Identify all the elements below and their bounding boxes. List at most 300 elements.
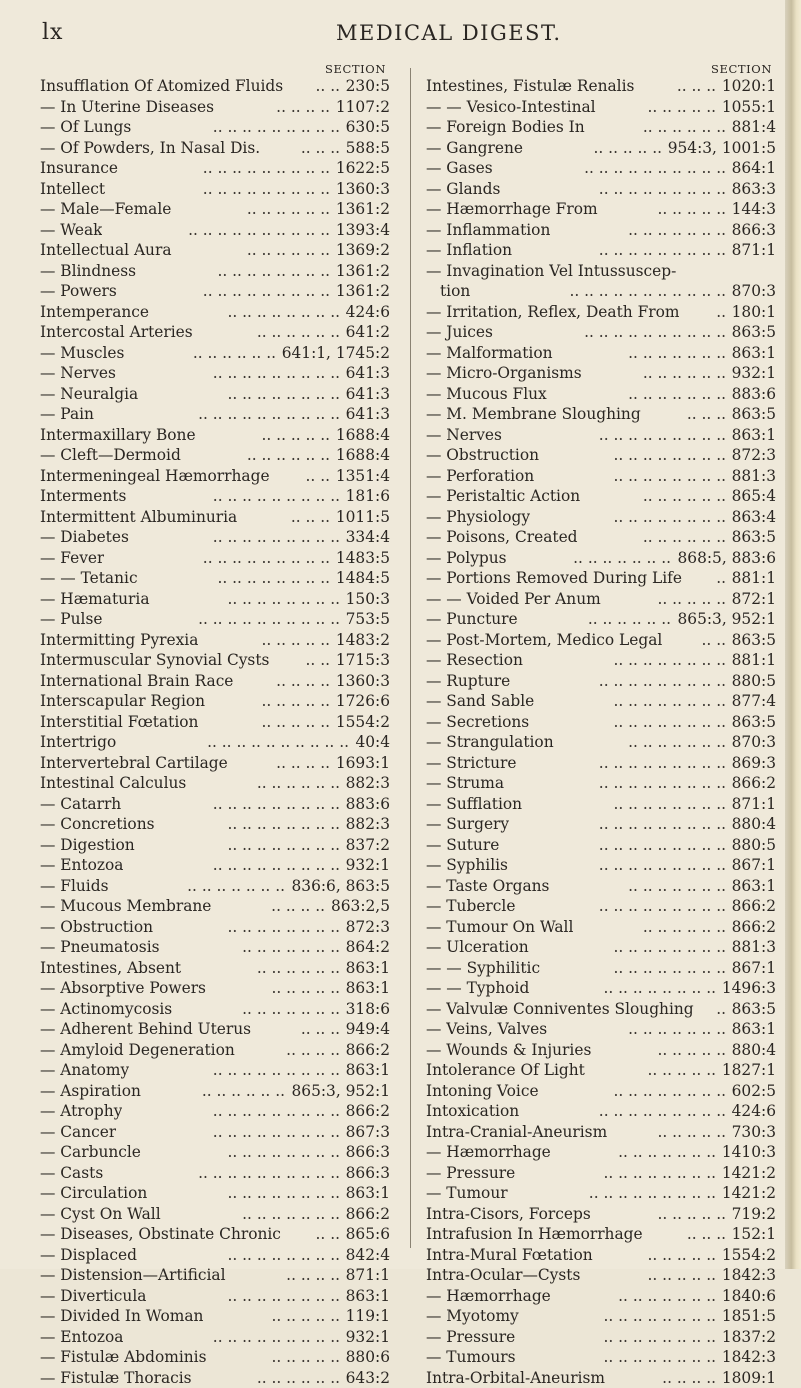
- index-entry: [40, 425, 390, 446]
- section-reference: 1496:3: [722, 978, 776, 999]
- index-entry: [426, 527, 776, 548]
- leader-dots: .. .. .. .. ..: [601, 1245, 716, 1266]
- index-entry: [40, 568, 390, 589]
- index-entry: [426, 240, 776, 261]
- leader-dots: .. .. .. .. .. .. .. ..: [161, 917, 340, 938]
- leader-dots: .. .. .. .. .. .. .. .. ..: [134, 486, 340, 507]
- index-term: Intermaxillary Bone: [40, 425, 196, 446]
- section-reference: 868:5, 883:6: [678, 548, 777, 569]
- section-reference: 1421:2: [722, 1163, 776, 1184]
- section-reference: 1622:5: [336, 158, 390, 179]
- index-term: — — Vesico-Intestinal: [426, 97, 596, 118]
- index-term: — Veins, Valves: [426, 1019, 547, 1040]
- column-divider: [410, 68, 411, 1248]
- leader-dots: .. .. .. .. .. .. .. ..: [149, 1142, 340, 1163]
- index-term: — Malformation: [426, 343, 553, 364]
- leader-dots: .. .. .. ..: [222, 97, 330, 118]
- index-entry: [40, 937, 390, 958]
- leader-dots: .. .. .. .. .. .. .. .. ..: [507, 835, 726, 856]
- leader-dots: .. .. .. .. .. ..: [200, 1368, 340, 1388]
- index-term: — Distension—Artificial: [40, 1265, 226, 1286]
- index-term: Intermittent Albuminuria: [40, 507, 237, 528]
- index-entry: [40, 1183, 390, 1204]
- index-entry: [40, 1081, 390, 1102]
- index-entry: [426, 1142, 776, 1163]
- leader-dots: .. .. ..: [245, 507, 330, 528]
- leader-dots: .. .. .. .. .. .. .. .. ..: [124, 1122, 340, 1143]
- section-reference: 865:6: [346, 1224, 390, 1245]
- index-term: — Obstruction: [40, 917, 153, 938]
- index-entry: [40, 158, 390, 179]
- index-entry: [426, 548, 776, 569]
- index-term: — Tumour On Wall: [426, 917, 573, 938]
- index-term: — Hæmorrhage From: [426, 199, 598, 220]
- section-reference: 863:1: [346, 958, 390, 979]
- section-reference: 866:2: [346, 1101, 390, 1122]
- index-entry: [426, 466, 776, 487]
- leader-dots: .. .. .. .. .. .. ..: [559, 1142, 716, 1163]
- index-term: Intestines, Fistulæ Renalis: [426, 76, 634, 97]
- section-reference: 863:5: [732, 630, 776, 651]
- index-entry: [426, 609, 776, 630]
- section-reference: 1360:3: [336, 179, 390, 200]
- index-entry: [40, 117, 390, 138]
- leader-dots: .. .. .. .. ..: [215, 1347, 340, 1368]
- index-term: — Of Powders, In Nasal Dis.: [40, 138, 260, 159]
- section-reference: 1842:3: [722, 1265, 776, 1286]
- index-entry: [426, 999, 776, 1020]
- index-term: Intra-Cisors, Forceps: [426, 1204, 591, 1225]
- index-entry: [40, 671, 390, 692]
- index-term: — Suture: [426, 835, 499, 856]
- leader-dots: .. .. .. .. ..: [606, 199, 726, 220]
- leader-dots: .. .. .. ..: [613, 1368, 716, 1388]
- index-entry: [426, 179, 776, 200]
- index-term: — Sand Sable: [426, 691, 534, 712]
- index-entry: [426, 425, 776, 446]
- index-term: — Nerves: [426, 425, 502, 446]
- section-reference: 1020:1: [722, 76, 776, 97]
- leader-dots: .. .. .. .. .. .. .. .. ..: [126, 158, 330, 179]
- index-term: — Gangrene: [426, 138, 523, 159]
- section-reference: 641:3: [346, 363, 390, 384]
- leader-dots: .. .. .. .. ..: [214, 978, 340, 999]
- leader-dots: .. .. .. .. .. .. ..: [555, 1019, 726, 1040]
- leader-dots: .. .. .. .. .. .. .. .. ..: [523, 896, 726, 917]
- leader-dots: .. .. .. .. .. .. ..: [562, 732, 726, 753]
- leader-dots: .. .. .. .. .. .. .. .. .. ..: [102, 404, 340, 425]
- section-reference: 863:5: [732, 527, 776, 548]
- section-reference: 867:1: [732, 855, 776, 876]
- leader-dots: .. .. .. .. .. .. .. .. .. ..: [124, 732, 349, 753]
- section-reference: 1840:6: [722, 1286, 776, 1307]
- leader-dots: .. .. .. .. .. .. .. ..: [537, 937, 726, 958]
- leader-dots: .. .. .. .. .. .. .. ..: [542, 691, 726, 712]
- section-reference: 1837:2: [722, 1327, 776, 1348]
- leader-dots: .. .. .. .. ..: [213, 691, 330, 712]
- index-entry: [40, 917, 390, 938]
- index-term: — Atrophy: [40, 1101, 122, 1122]
- section-reference: 1693:1: [336, 753, 390, 774]
- index-term: Intoning Voice: [426, 1081, 539, 1102]
- index-entry: [426, 445, 776, 466]
- leader-dots: .. .. .. .. .. .. .. ..: [542, 466, 726, 487]
- index-term: — Weak: [40, 220, 102, 241]
- index-term: — Blindness: [40, 261, 136, 282]
- index-entry: [40, 609, 390, 630]
- section-reference: 867:1: [732, 958, 776, 979]
- section-reference: 863:1: [732, 876, 776, 897]
- index-term: — Struma: [426, 773, 504, 794]
- section-reference: 1360:3: [336, 671, 390, 692]
- index-entry: [426, 1347, 776, 1368]
- index-term: — Surgery: [426, 814, 509, 835]
- leader-dots: .. .. ..: [259, 1019, 340, 1040]
- index-term: — Stricture: [426, 753, 516, 774]
- index-entry: [40, 404, 390, 425]
- index-entry: [40, 630, 390, 651]
- index-entry: [40, 1286, 390, 1307]
- leader-dots: .. .. .. ..: [236, 753, 330, 774]
- index-term: — Portions Removed During Life: [426, 568, 682, 589]
- section-reference: 730:3: [732, 1122, 776, 1143]
- index-entry: [40, 794, 390, 815]
- index-term: tion: [440, 281, 470, 302]
- index-entry: [426, 630, 776, 651]
- leader-dots: .. .. .. .. ..: [206, 630, 330, 651]
- index-entry: [40, 1327, 390, 1348]
- page-number: lx: [42, 20, 63, 45]
- index-term: — Diverticula: [40, 1286, 146, 1307]
- leader-dots: .. .. .. .. .. .. ..: [169, 1204, 340, 1225]
- index-entry: [426, 220, 776, 241]
- leader-dots: .. .. .. .. .. .. .. .. .. ..: [110, 220, 330, 241]
- index-term: — Cyst On Wall: [40, 1204, 161, 1225]
- index-entry: [40, 1204, 390, 1225]
- leader-dots: .. .. .. .. .. .. .. .. ..: [113, 179, 330, 200]
- index-term: — Concretions: [40, 814, 155, 835]
- section-reference: 1483:5: [336, 548, 390, 569]
- index-term: — Inflammation: [426, 220, 550, 241]
- leader-dots: .. .. .. .. .. .. .. ..: [527, 1306, 716, 1327]
- section-reference: 836:6, 863:5: [292, 876, 391, 897]
- section-reference: 1688:4: [336, 425, 390, 446]
- index-term: — Obstruction: [426, 445, 539, 466]
- index-entry: [426, 486, 776, 507]
- index-term: — Foreign Bodies In: [426, 117, 585, 138]
- leader-dots: .. .. .. .. .. .. .. .. ..: [520, 240, 726, 261]
- leader-dots: .. .. .. .. ..: [615, 1122, 726, 1143]
- index-entry: [426, 691, 776, 712]
- index-term: — Secretions: [426, 712, 529, 733]
- leader-dots: .. .. .. .. .. .. .. ..: [145, 1245, 340, 1266]
- leader-dots: .. .. .. .. ..: [609, 589, 726, 610]
- leader-dots: .. .. .. .. .. .. .. .. ..: [131, 1327, 340, 1348]
- index-term: — Entozoa: [40, 1327, 123, 1348]
- leader-dots: .. .. ..: [651, 1224, 726, 1245]
- section-reference: 1369:2: [336, 240, 390, 261]
- leader-dots: .. .. .. .. .. .. .. .. ..: [129, 794, 340, 815]
- section-reference: 1715:3: [336, 650, 390, 671]
- index-term: Insurance: [40, 158, 118, 179]
- section-reference: 1421:2: [722, 1183, 776, 1204]
- section-column-label: SECTION: [426, 62, 776, 76]
- leader-dots: .. .. .. .. ..: [593, 1060, 716, 1081]
- index-term: Interstitial Fœtation: [40, 712, 198, 733]
- leader-dots: .. .. .. .. .. .. ..: [168, 937, 340, 958]
- section-reference: 1361:2: [336, 261, 390, 282]
- index-term: — Of Lungs: [40, 117, 131, 138]
- section-reference: 1107:2: [336, 97, 390, 118]
- index-entry: [426, 322, 776, 343]
- leader-dots: .. .. .. .. .. ..: [526, 609, 671, 630]
- index-term: — Carbuncle: [40, 1142, 141, 1163]
- index-entry: [40, 691, 390, 712]
- index-entry: [40, 240, 390, 261]
- leader-dots: ..: [702, 999, 726, 1020]
- section-reference: 181:6: [346, 486, 390, 507]
- leader-dots: .. .. .. .. ..: [588, 1265, 716, 1286]
- index-entry: [426, 404, 776, 425]
- section-reference: 40:4: [355, 732, 390, 753]
- index-term: — Diabetes: [40, 527, 129, 548]
- index-term: — — Syphilitic: [426, 958, 540, 979]
- index-entry: [426, 363, 776, 384]
- index-entry: [426, 978, 776, 999]
- index-entry: [426, 138, 776, 159]
- section-reference: 588:5: [346, 138, 390, 159]
- leader-dots: .. .. .. .. ..: [211, 1306, 340, 1327]
- index-term: — Inflation: [426, 240, 512, 261]
- index-term: Intestines, Absent: [40, 958, 181, 979]
- leader-dots: .. .. .. .. .. .. .. .. ..: [516, 1183, 716, 1204]
- index-term: — Catarrh: [40, 794, 121, 815]
- index-term: — Nerves: [40, 363, 116, 384]
- leader-dots: .. .. .. .. .. .. .. ..: [154, 1286, 340, 1307]
- index-term: — Entozoa: [40, 855, 123, 876]
- section-reference: 866:2: [732, 773, 776, 794]
- index-entry: [40, 445, 390, 466]
- index-entry: [40, 1224, 390, 1245]
- index-entry: [40, 1306, 390, 1327]
- leader-dots: .. .. .. .. .. .. .. ..: [158, 589, 340, 610]
- leader-dots: .. .. .. .. .. .. .. ..: [548, 958, 726, 979]
- index-term: — Cleft—Dermoid: [40, 445, 181, 466]
- index-entry: [426, 1224, 776, 1245]
- section-reference: 837:2: [346, 835, 390, 856]
- section-reference: 119:1: [346, 1306, 390, 1327]
- index-term: Intestinal Calculus: [40, 773, 186, 794]
- index-entry: [40, 876, 390, 897]
- index-term: Intra-Cranial-Aneurism: [426, 1122, 607, 1143]
- leader-dots: ..: [687, 302, 726, 323]
- leader-dots: .. .. .. .. .. .. .. .. ..: [516, 855, 726, 876]
- index-entry: [426, 281, 776, 302]
- section-reference: 1484:5: [336, 568, 390, 589]
- index-term: — — Tetanic: [40, 568, 138, 589]
- index-term: — Irritation, Reflex, Death From: [426, 302, 679, 323]
- section-reference: 932:1: [732, 363, 776, 384]
- index-entry: [426, 1265, 776, 1286]
- section-reference: 872:3: [732, 445, 776, 466]
- section-reference: 872:1: [732, 589, 776, 610]
- leader-dots: .. .. .. .. .. ..: [149, 1081, 285, 1102]
- section-reference: 1351:4: [336, 466, 390, 487]
- index-term: — Juices: [426, 322, 493, 343]
- index-term: — Micro-Organisms: [426, 363, 582, 384]
- leader-dots: .. .. .. .. .. .. .. .. ..: [137, 527, 340, 548]
- index-entry: [426, 896, 776, 917]
- section-reference: 1851:5: [722, 1306, 776, 1327]
- section-reference: 883:6: [732, 384, 776, 405]
- index-entry: [426, 732, 776, 753]
- section-reference: 863:1: [346, 1183, 390, 1204]
- index-entry: [40, 1060, 390, 1081]
- index-term: — Mucous Membrane: [40, 896, 211, 917]
- index-entry: [40, 466, 390, 487]
- page-edge: [785, 0, 801, 1269]
- index-term: — Valvulæ Conniventes Sloughing: [426, 999, 694, 1020]
- section-reference: 602:5: [732, 1081, 776, 1102]
- leader-dots: .. .. .. .. .. .. .. ..: [547, 1081, 726, 1102]
- leader-dots: .. .. .. .. .. .. ..: [555, 384, 726, 405]
- index-term: Interments: [40, 486, 126, 507]
- leader-dots: .. .. .. .. .. .. .. ..: [144, 261, 330, 282]
- index-entry: [426, 158, 776, 179]
- section-reference: 863:5: [732, 404, 776, 425]
- section-reference: 641:1, 1745:2: [282, 343, 390, 364]
- index-entry: [426, 97, 776, 118]
- leader-dots: .. .. .. .. .. ..: [194, 773, 340, 794]
- section-reference: 144:3: [732, 199, 776, 220]
- index-term: — Fever: [40, 548, 104, 569]
- section-reference: 870:3: [732, 732, 776, 753]
- leader-dots: .. .. .. .. .. ..: [180, 240, 330, 261]
- leader-dots: .. .. .. .. .. ..: [593, 117, 726, 138]
- leader-dots: .. .. ..: [642, 76, 716, 97]
- index-entry: [40, 343, 390, 364]
- index-term: — Fluids: [40, 876, 108, 897]
- leader-dots: .. .. .. .. .. .. .. ..: [523, 1163, 716, 1184]
- index-term: — Syphilis: [426, 855, 508, 876]
- index-entry: [40, 199, 390, 220]
- leader-dots: .. .. .. .. .. .. ..: [116, 876, 285, 897]
- section-reference: 1726:6: [336, 691, 390, 712]
- section-reference: 881:3: [732, 937, 776, 958]
- section-reference: 866:2: [732, 917, 776, 938]
- leader-dots: .. .. .. .. .. ..: [189, 958, 340, 979]
- section-reference: 719:2: [732, 1204, 776, 1225]
- leader-dots: .. .. .. .. .. .. .. ..: [155, 1183, 340, 1204]
- leader-dots: .. .. .. .. .. .. .. ..: [146, 384, 340, 405]
- leader-dots: .. .. .. .. .. .. ..: [558, 220, 726, 241]
- leader-dots: .. .. .. .. .. .. .. ..: [538, 507, 726, 528]
- section-reference: 881:1: [732, 650, 776, 671]
- leader-dots: ..: [690, 568, 726, 589]
- section-reference: 1011:5: [336, 507, 390, 528]
- section-reference: 877:4: [732, 691, 776, 712]
- index-entry: [426, 814, 776, 835]
- section-reference: 883:6: [346, 794, 390, 815]
- index-entry: [40, 486, 390, 507]
- leader-dots: .. .. .. .. .. ..: [586, 527, 726, 548]
- leader-dots: .. .. .. .. ..: [599, 1040, 726, 1061]
- index-term: — Casts: [40, 1163, 103, 1184]
- index-term: — Divided In Woman: [40, 1306, 203, 1327]
- section-reference: 881:3: [732, 466, 776, 487]
- section-reference: 863:3: [732, 179, 776, 200]
- leader-dots: .. .. .. .. ..: [604, 97, 716, 118]
- section-reference: 863:1: [346, 978, 390, 999]
- index-term: — Glands: [426, 179, 500, 200]
- section-reference: 1827:1: [722, 1060, 776, 1081]
- index-term: — In Uterine Diseases: [40, 97, 214, 118]
- leader-dots: .. .. .. .. .. .. .. .. ..: [524, 753, 726, 774]
- index-entry: [40, 138, 390, 159]
- leader-dots: .. .. .. .. .. .. .. .. ..: [517, 814, 726, 835]
- index-entry: [40, 1122, 390, 1143]
- index-term: — Mucous Flux: [426, 384, 547, 405]
- leader-dots: .. ..: [289, 1224, 340, 1245]
- section-reference: 641:3: [346, 384, 390, 405]
- leader-dots: .. .. ..: [649, 404, 726, 425]
- leader-dots: .. .. .. .. .. .. .. .. .. ..: [110, 609, 340, 630]
- section-reference: 863:5: [732, 322, 776, 343]
- index-term: — Pain: [40, 404, 94, 425]
- index-entry: [426, 835, 776, 856]
- section-reference: 872:3: [346, 917, 390, 938]
- index-entry: [40, 896, 390, 917]
- page-header: [0, 20, 785, 54]
- index-entry: [426, 384, 776, 405]
- leader-dots: .. .. .. ..: [241, 671, 330, 692]
- index-term: Interscapular Region: [40, 691, 205, 712]
- section-reference: 867:3: [346, 1122, 390, 1143]
- leader-dots: .. .. .. .. .. .. .. .. .. .. ..: [478, 281, 726, 302]
- leader-dots: .. .. .. .. .. ..: [201, 322, 340, 343]
- index-term: — Amyloid Degeneration: [40, 1040, 235, 1061]
- index-entry: [426, 1204, 776, 1225]
- index-term: — Pneumatosis: [40, 937, 160, 958]
- index-term: International Brain Race: [40, 671, 233, 692]
- index-term: — Anatomy: [40, 1060, 129, 1081]
- section-reference: 1393:4: [336, 220, 390, 241]
- leader-dots: .. .. .. .. ..: [204, 425, 330, 446]
- index-term: — Muscles: [40, 343, 124, 364]
- leader-dots: .. .. .. .. .. .. ..: [180, 999, 340, 1020]
- index-entry: [426, 712, 776, 733]
- index-entry: [40, 773, 390, 794]
- index-entry: [40, 1163, 390, 1184]
- section-reference: 1483:2: [336, 630, 390, 651]
- index-entry: [426, 1286, 776, 1307]
- leader-dots: .. .. .. .. ..: [206, 712, 330, 733]
- section-reference: 882:3: [346, 814, 390, 835]
- index-term: — Invagination Vel Intussuscep-: [426, 261, 676, 282]
- index-term: Intra-Mural Fœtation: [426, 1245, 593, 1266]
- index-entry: [426, 1183, 776, 1204]
- index-term: — Cancer: [40, 1122, 116, 1143]
- index-term: — Powers: [40, 281, 117, 302]
- index-entry: [426, 876, 776, 897]
- index-entry: [40, 548, 390, 569]
- section-reference: 180:1: [732, 302, 776, 323]
- leader-dots: .. .. .. .. .. .. .. ..: [547, 445, 726, 466]
- section-reference: 866:3: [346, 1142, 390, 1163]
- index-term: — Myotomy: [426, 1306, 519, 1327]
- index-entry: [40, 179, 390, 200]
- section-reference: 866:2: [346, 1204, 390, 1225]
